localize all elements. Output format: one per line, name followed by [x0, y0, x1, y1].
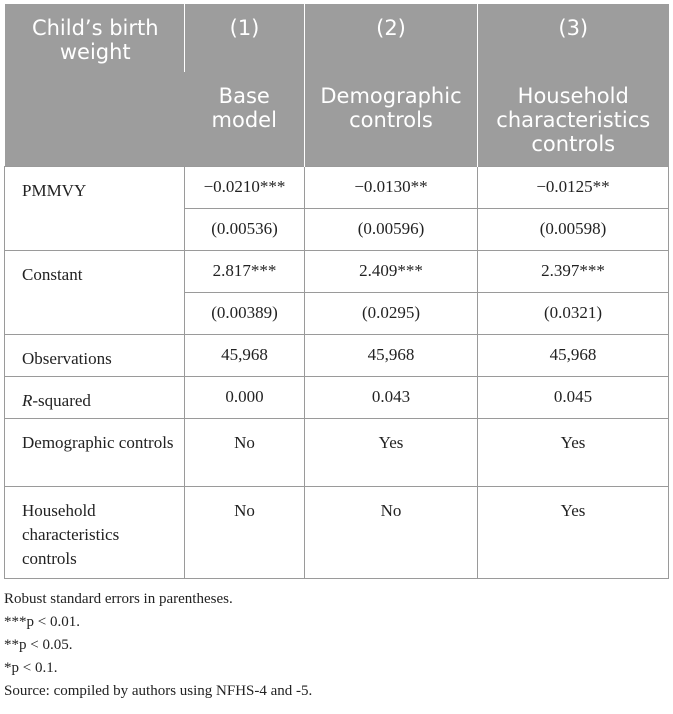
rsquared-label-italic: R — [22, 390, 33, 410]
cell-observations-1: 45,968 — [185, 334, 305, 376]
header-row-numbers — [5, 4, 669, 72]
note-source: Source: compiled by authors using NFHS-4 and -5. — [4, 682, 313, 699]
table-row-constant-coef — [5, 250, 669, 292]
cell-observations-2: 45,968 — [305, 334, 478, 376]
table-row-pmmvy-coef — [5, 166, 669, 208]
cell-pmmvy-coef-3: −0.0125** — [478, 166, 669, 208]
note-standard-errors: Robust standard errors in parentheses. — [4, 590, 233, 607]
cell-constant-se-2: (0.0295) — [305, 292, 478, 334]
column-number-1: (1) — [185, 4, 305, 72]
cell-pmmvy-coef-2: −0.0130** — [305, 166, 478, 208]
cell-rsquared-1: 0.000 — [185, 376, 305, 418]
note-significance-10pct: *p < 0.1. — [4, 659, 58, 676]
row-label-rsquared — [5, 376, 185, 418]
table-row-household-controls — [5, 486, 669, 578]
column-name-2: Demographic controls — [305, 72, 478, 166]
table-row-rsquared — [5, 376, 669, 418]
column-name-3: Household characteristics controls — [478, 72, 669, 166]
note-significance-5pct: **p < 0.05. — [4, 636, 73, 653]
cell-household-1: No — [185, 486, 305, 578]
cell-demographic-3: Yes — [478, 418, 669, 486]
cell-pmmvy-se-2: (0.00596) — [305, 208, 478, 250]
row-label-pmmvy: PMMVY — [5, 166, 185, 250]
cell-household-2: No — [305, 486, 478, 578]
cell-demographic-2: Yes — [305, 418, 478, 486]
cell-rsquared-3: 0.045 — [478, 376, 669, 418]
row-label-household-controls: Household characteristics controls — [5, 486, 185, 578]
cell-pmmvy-se-3: (0.00598) — [478, 208, 669, 250]
cell-pmmvy-coef-1: −0.0210*** — [185, 166, 305, 208]
cell-constant-coef-1: 2.817*** — [185, 250, 305, 292]
cell-constant-coef-2: 2.409*** — [305, 250, 478, 292]
regression-table — [4, 4, 669, 579]
cell-observations-3: 45,968 — [478, 334, 669, 376]
table-row-observations — [5, 334, 669, 376]
cell-demographic-1: No — [185, 418, 305, 486]
regression-table-container — [4, 4, 668, 703]
row-label-demographic-controls: Demographic controls — [5, 418, 185, 486]
rsquared-label-rest: -squared — [32, 390, 91, 410]
cell-constant-se-1: (0.00389) — [185, 292, 305, 334]
row-label-observations: Observations — [5, 334, 185, 376]
table-row-demographic-controls — [5, 418, 669, 486]
cell-constant-coef-3: 2.397*** — [478, 250, 669, 292]
table-notes — [4, 588, 668, 703]
cell-pmmvy-se-1: (0.00536) — [185, 208, 305, 250]
cell-rsquared-2: 0.043 — [305, 376, 478, 418]
cell-constant-se-3: (0.0321) — [478, 292, 669, 334]
cell-household-3: Yes — [478, 486, 669, 578]
row-label-constant: Constant — [5, 250, 185, 334]
column-number-3: (3) — [478, 4, 669, 72]
column-number-2: (2) — [305, 4, 478, 72]
column-name-1: Base model — [185, 72, 305, 166]
note-significance-1pct: ***p < 0.01. — [4, 613, 80, 630]
dependent-variable-header: Child’s birth weight — [5, 4, 185, 166]
